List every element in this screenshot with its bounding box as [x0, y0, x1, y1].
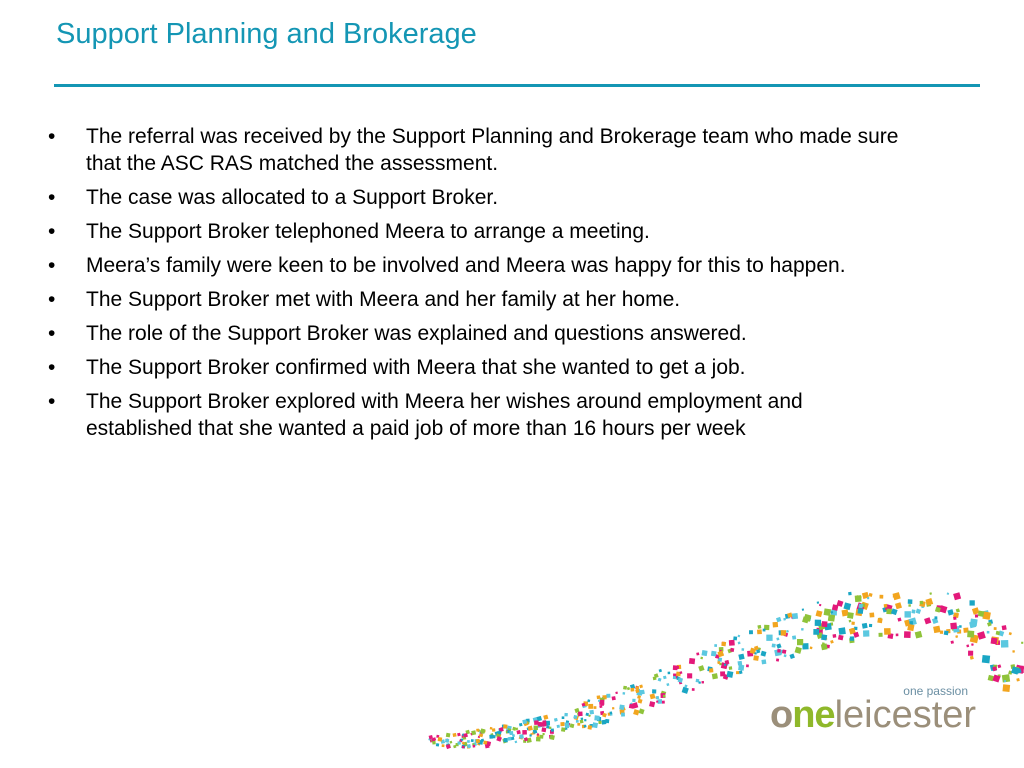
confetti-square — [577, 723, 580, 726]
confetti-square — [904, 631, 911, 638]
confetti-square — [766, 635, 772, 641]
confetti-square — [776, 658, 779, 661]
confetti-square — [970, 656, 974, 660]
confetti-square — [951, 640, 954, 643]
confetti-square — [471, 739, 474, 742]
bullet-item — [48, 388, 904, 442]
confetti-square — [819, 604, 821, 606]
confetti-square — [550, 735, 555, 740]
confetti-square — [838, 627, 845, 634]
confetti-square — [772, 644, 776, 648]
confetti-square — [700, 657, 703, 660]
confetti-square — [436, 743, 439, 746]
confetti-square — [438, 737, 443, 742]
confetti-square — [462, 746, 465, 749]
confetti-square — [467, 740, 470, 743]
confetti-square — [1002, 684, 1010, 692]
confetti-square — [692, 688, 695, 691]
confetti-square — [673, 676, 676, 679]
confetti-square — [598, 721, 601, 724]
confetti-square — [724, 664, 726, 666]
bullet-item — [48, 320, 904, 347]
confetti-square — [970, 600, 975, 605]
confetti-square — [585, 713, 589, 717]
confetti-square — [446, 733, 451, 738]
confetti-square — [632, 699, 635, 702]
confetti-square — [516, 730, 520, 734]
confetti-square — [828, 614, 835, 621]
confetti-square — [458, 741, 461, 744]
confetti-square — [994, 627, 997, 630]
confetti-square — [597, 695, 601, 699]
confetti-square — [858, 604, 863, 609]
confetti-square — [757, 629, 762, 634]
confetti-square — [588, 725, 593, 730]
confetti-square — [543, 715, 548, 720]
confetti-square — [479, 734, 482, 737]
confetti-square — [738, 654, 744, 660]
confetti-square — [754, 652, 756, 654]
confetti-square — [996, 631, 1000, 635]
confetti-square — [978, 611, 984, 617]
confetti-square — [977, 631, 986, 640]
confetti-square — [621, 713, 625, 717]
confetti-square — [615, 692, 618, 695]
bullet-text: The Support Broker explored with Meera her wishes around employment and established that she wanted a paid job of more than 16 hours per week — [86, 390, 803, 440]
confetti-square — [471, 730, 476, 735]
confetti-square — [584, 725, 587, 728]
bullet-text: The referral was received by the Support Planning and Brokerage team who made sure that the ASC RAS matched the assessment. — [86, 125, 899, 175]
confetti-square — [869, 612, 874, 617]
confetti-square — [519, 723, 523, 727]
confetti-square — [821, 643, 828, 650]
bullet-marker: • — [48, 356, 56, 379]
confetti-square — [612, 707, 614, 709]
confetti-square — [955, 635, 958, 638]
confetti-square — [650, 693, 656, 699]
confetti-square — [944, 631, 949, 636]
confetti-square — [877, 618, 882, 623]
bullet-text: The case was allocated to a Support Broker. — [86, 186, 499, 209]
logo-letter-o: o — [770, 694, 793, 736]
confetti-square — [709, 668, 713, 672]
confetti-square — [879, 595, 883, 599]
confetti-square — [1012, 650, 1015, 653]
confetti-square — [863, 630, 869, 636]
confetti-square — [847, 612, 854, 619]
confetti-square — [698, 665, 704, 671]
confetti-square — [682, 687, 689, 694]
confetti-square — [817, 601, 819, 603]
confetti-square — [564, 713, 568, 717]
confetti-square — [783, 618, 786, 621]
confetti-square — [602, 720, 607, 725]
confetti-square — [1021, 642, 1023, 644]
confetti-square — [736, 671, 739, 674]
confetti-square — [450, 741, 453, 744]
confetti-square — [542, 722, 547, 727]
confetti-square — [623, 686, 627, 690]
confetti-square — [656, 701, 658, 703]
confetti-square — [640, 690, 645, 695]
confetti-square — [966, 644, 969, 647]
confetti-square — [662, 701, 665, 704]
confetti-square — [666, 683, 669, 686]
confetti-square — [830, 640, 834, 644]
confetti-square — [858, 608, 864, 614]
confetti-square — [637, 695, 641, 699]
confetti-square — [815, 620, 821, 626]
confetti-square — [476, 729, 479, 732]
confetti-square — [588, 715, 591, 718]
confetti-square — [653, 676, 657, 680]
confetti-square — [652, 689, 656, 693]
confetti-square — [975, 614, 978, 617]
confetti-square — [933, 626, 941, 634]
confetti-square — [848, 592, 852, 596]
confetti-square — [584, 719, 586, 721]
confetti-square — [816, 610, 823, 617]
confetti-square — [565, 722, 570, 727]
confetti-square — [950, 622, 957, 629]
confetti-square — [884, 604, 888, 608]
confetti-square — [916, 609, 921, 614]
confetti-square — [789, 654, 795, 660]
confetti-square — [833, 634, 837, 638]
bullet-item — [48, 123, 904, 177]
confetti-square — [935, 616, 938, 619]
bullet-marker: • — [48, 254, 56, 277]
confetti-square — [673, 665, 678, 670]
bullet-marker: • — [48, 322, 56, 345]
confetti-square — [843, 602, 851, 610]
confetti-square — [541, 727, 546, 732]
confetti-square — [953, 617, 956, 620]
confetti-square — [663, 676, 667, 680]
slide-title: Support Planning and Brokerage — [56, 18, 477, 50]
confetti-square — [649, 701, 655, 707]
confetti-square — [512, 727, 516, 731]
confetti-square — [551, 728, 554, 731]
bullet-marker: • — [48, 186, 56, 209]
confetti-square — [721, 642, 726, 647]
confetti-square — [594, 715, 599, 720]
confetti-square — [610, 712, 613, 715]
confetti-square — [956, 608, 960, 612]
confetti-square — [763, 629, 766, 632]
confetti-square — [813, 629, 819, 635]
confetti-square — [1009, 632, 1012, 635]
confetti-square — [522, 730, 527, 735]
confetti-square — [851, 622, 855, 626]
confetti-square — [511, 737, 514, 740]
bullet-marker: • — [48, 220, 56, 243]
confetti-square — [576, 720, 579, 723]
confetti-square — [592, 722, 598, 728]
confetti-square — [503, 724, 508, 729]
confetti-square — [929, 592, 932, 595]
confetti-square — [714, 644, 717, 647]
confetti-square — [792, 635, 796, 639]
confetti-square — [627, 687, 630, 690]
confetti-square — [1002, 625, 1007, 630]
bullet-item — [48, 286, 904, 313]
confetti-square — [560, 722, 564, 726]
confetti-square — [739, 670, 743, 674]
confetti-square — [639, 708, 645, 714]
confetti-square — [461, 738, 463, 740]
confetti-square — [773, 622, 779, 628]
bullet-marker: • — [48, 125, 56, 148]
confetti-square — [895, 602, 902, 609]
confetti-square — [776, 643, 781, 648]
confetti-square — [801, 628, 804, 631]
bullet-item — [48, 218, 904, 245]
confetti-square — [729, 666, 733, 670]
confetti-square — [997, 664, 1001, 668]
confetti-square — [781, 630, 786, 635]
confetti-square — [920, 601, 924, 605]
confetti-square — [689, 658, 695, 664]
bullet-marker: • — [48, 288, 56, 311]
confetti-square — [668, 672, 671, 675]
confetti-square — [473, 745, 476, 748]
confetti-square — [867, 597, 869, 599]
confetti-square — [1016, 678, 1019, 681]
confetti-square — [905, 611, 911, 617]
confetti-square — [896, 634, 899, 637]
bullet-text: The Support Broker met with Meera and her family at her home. — [86, 288, 681, 311]
confetti-square — [589, 710, 594, 715]
confetti-square — [869, 624, 872, 627]
confetti-square — [687, 673, 692, 678]
confetti-square — [953, 592, 961, 600]
confetti-square — [598, 700, 600, 702]
confetti-square — [862, 623, 868, 629]
confetti-square — [570, 723, 575, 728]
confetti-square — [639, 685, 643, 689]
confetti-square — [656, 696, 660, 700]
confetti-square — [991, 638, 998, 645]
confetti-square — [638, 699, 643, 704]
bullet-list — [48, 123, 904, 449]
confetti-square — [738, 665, 744, 671]
confetti-square — [879, 633, 883, 637]
logo-letters-ne: ne — [792, 694, 835, 736]
confetti-square — [915, 631, 923, 639]
logo-city-name: leicester — [834, 694, 977, 736]
confetti-square — [753, 655, 759, 661]
confetti-square — [476, 739, 480, 743]
confetti-square — [729, 640, 735, 646]
confetti-square — [534, 720, 539, 725]
logo-tagline: one passion — [903, 684, 968, 698]
confetti-square — [540, 735, 544, 739]
confetti-square — [453, 733, 457, 737]
bullet-text: Meera’s family were keen to be involved and Meera was happy for this to happen. — [86, 254, 846, 277]
confetti-square — [515, 741, 518, 744]
confetti-square — [702, 681, 705, 684]
bullet-text: The Support Broker telephoned Meera to arrange a meeting. — [86, 220, 650, 243]
confetti-square — [738, 642, 741, 645]
confetti-square — [522, 719, 527, 724]
confetti-square — [784, 654, 787, 657]
confetti-square — [792, 613, 798, 619]
confetti-square — [717, 661, 720, 664]
confetti-square — [1001, 640, 1009, 648]
confetti-square — [947, 592, 950, 595]
confetti-square — [442, 744, 445, 747]
confetti-square — [504, 738, 508, 742]
confetti-square — [445, 739, 449, 743]
confetti-square — [909, 621, 913, 625]
confetti-square — [483, 741, 487, 745]
confetti-square — [529, 734, 532, 737]
confetti-square — [869, 593, 873, 597]
confetti-square — [884, 628, 891, 635]
confetti-square — [959, 625, 962, 628]
confetti-square — [967, 631, 974, 638]
confetti-square — [588, 704, 593, 709]
confetti-square — [698, 681, 701, 684]
confetti-square — [711, 651, 717, 657]
title-underline — [54, 84, 980, 87]
bullet-item — [48, 354, 904, 381]
confetti-square — [810, 646, 813, 649]
confetti-square — [730, 648, 734, 652]
confetti-square — [554, 718, 558, 722]
confetti-square — [777, 649, 780, 652]
confetti-square — [543, 733, 545, 735]
confetti-square — [776, 617, 781, 622]
confetti-square — [761, 651, 767, 657]
confetti-square — [562, 716, 565, 719]
confetti-square — [757, 625, 761, 629]
confetti-square — [746, 664, 749, 667]
confetti-square — [561, 727, 566, 732]
confetti-square — [606, 694, 610, 698]
confetti-square — [849, 620, 852, 623]
confetti-square — [726, 671, 733, 678]
confetti-square — [924, 617, 931, 624]
confetti-square — [663, 695, 666, 698]
confetti-square — [619, 705, 624, 710]
confetti-square — [897, 618, 901, 622]
confetti-square — [782, 649, 786, 653]
confetti-square — [911, 609, 915, 613]
confetti-square — [968, 651, 973, 656]
confetti-square — [489, 735, 493, 739]
confetti-square — [940, 631, 943, 634]
confetti-square — [987, 631, 990, 634]
bullet-item — [48, 252, 904, 279]
one-leicester-logo — [768, 682, 988, 742]
confetti-square — [893, 592, 901, 600]
confetti-square — [749, 630, 753, 634]
confetti-square — [795, 647, 802, 654]
confetti-square — [658, 678, 662, 682]
bullet-text: The role of the Support Broker was explained and questions answered. — [86, 322, 747, 345]
confetti-square — [549, 727, 551, 729]
confetti-square — [534, 726, 538, 730]
confetti-square — [612, 696, 616, 700]
confetti-square — [802, 608, 804, 610]
confetti-square — [850, 636, 854, 640]
confetti-square — [907, 624, 914, 631]
confetti-square — [457, 733, 461, 737]
confetti-square — [557, 725, 560, 728]
confetti-square — [982, 655, 990, 663]
confetti-square — [761, 659, 766, 664]
confetti-square — [838, 635, 844, 641]
confetti-square — [696, 652, 699, 655]
confetti-square — [492, 728, 496, 732]
confetti-square — [630, 688, 634, 692]
confetti-square — [508, 737, 512, 741]
confetti-square — [741, 648, 744, 651]
confetti-square — [971, 643, 974, 646]
confetti-square — [822, 621, 828, 627]
confetti-square — [659, 669, 662, 672]
confetti-square — [580, 720, 584, 724]
confetti-square — [622, 692, 625, 695]
confetti-square — [776, 637, 779, 640]
confetti-square — [821, 634, 827, 640]
confetti-square — [786, 630, 789, 633]
confetti-square — [701, 650, 707, 656]
confetti-square — [908, 599, 913, 604]
confetti-square — [947, 609, 953, 615]
confetti-square — [720, 671, 725, 676]
logo-wordmark — [770, 694, 976, 737]
confetti-square — [519, 734, 524, 739]
confetti-square — [737, 635, 740, 638]
confetti-square — [629, 704, 634, 709]
confetti-square — [712, 673, 718, 679]
confetti-square — [802, 643, 808, 649]
confetti-square — [851, 628, 854, 631]
confetti-square — [594, 706, 597, 709]
confetti-square — [855, 595, 862, 602]
confetti-square — [733, 636, 737, 640]
bullet-marker: • — [48, 390, 56, 413]
confetti-square — [908, 604, 911, 607]
confetti-square — [797, 639, 803, 645]
bullet-item — [48, 184, 904, 211]
confetti-square — [432, 741, 436, 745]
confetti-square — [578, 711, 583, 716]
bullet-text: The Support Broker confirmed with Meera that she wanted to get a job. — [86, 356, 746, 379]
confetti-square — [633, 709, 639, 715]
